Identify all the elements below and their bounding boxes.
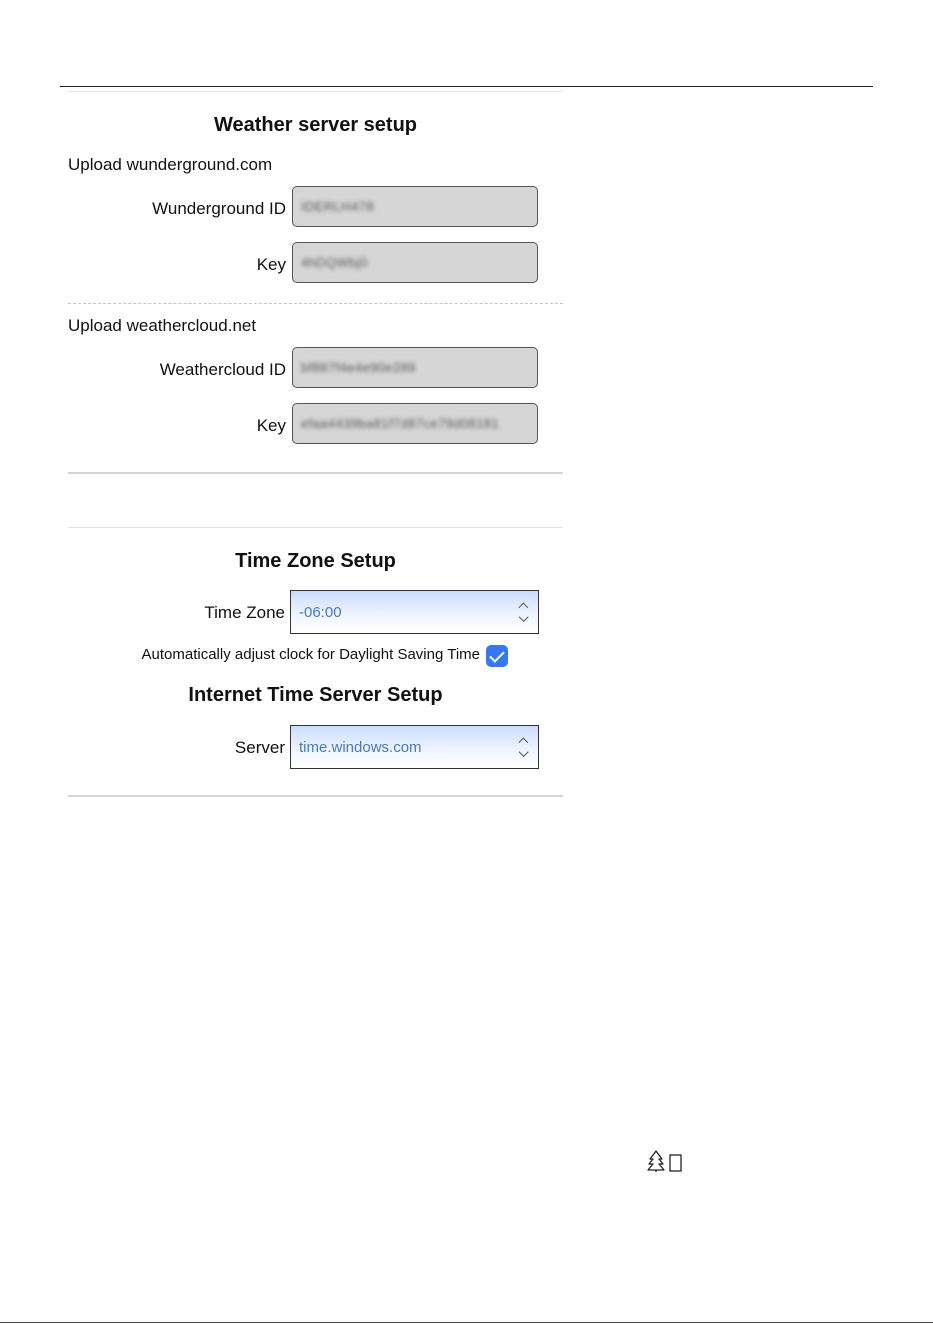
page-header-rule: [60, 86, 873, 87]
tree-recycle-icon: [646, 1149, 686, 1173]
time-server-value: time.windows.com: [299, 738, 422, 756]
time-zone-select[interactable]: [290, 590, 539, 634]
weathercloud-key-label: Key: [256, 416, 286, 435]
wunderground-id-value: IDERLH478: [301, 199, 374, 214]
weathercloud-id-input[interactable]: [292, 347, 538, 388]
wunderground-id-input[interactable]: [292, 186, 538, 227]
weather-server-setup-heading: Weather server setup: [213, 114, 418, 136]
wunderground-key-input[interactable]: [292, 242, 538, 283]
time-server-select[interactable]: [290, 725, 539, 769]
upload-weathercloud-label: Upload weathercloud.net: [68, 316, 257, 335]
wunderground-key-value: 4hDQWbj0: [301, 255, 368, 270]
weather-section-bottom-divider: [68, 472, 563, 474]
time-zone-setup-heading: Time Zone Setup: [235, 550, 396, 572]
weathercloud-id-value: bf887f4e4e90e289: [301, 360, 416, 375]
timezone-section-top-divider: [68, 527, 563, 528]
server-label: Server: [234, 738, 285, 757]
page-footer-rule: [0, 1322, 933, 1323]
time-zone-label: Time Zone: [204, 603, 285, 622]
weathercloud-key-value: efaa4439ba81f7d87ce79d08181: [301, 416, 500, 431]
dst-auto-adjust-checkbox[interactable]: [486, 645, 508, 667]
time-zone-value: -06:00: [299, 603, 342, 621]
upload-wunderground-label: Upload wunderground.com: [68, 155, 273, 174]
weathercloud-id-label: Weathercloud ID: [159, 360, 286, 379]
chevron-up-down-icon: [518, 736, 528, 758]
section-divider-dashed: [68, 303, 563, 304]
panel-top-divider: [68, 91, 563, 92]
checkmark-icon: [489, 647, 505, 663]
chevron-up-down-icon: [518, 601, 528, 623]
wunderground-id-label: Wunderground ID: [152, 199, 286, 218]
time-section-bottom-divider: [68, 795, 563, 797]
internet-time-server-setup-heading: Internet Time Server Setup: [188, 684, 443, 706]
wunderground-key-label: Key: [256, 255, 286, 274]
dst-auto-adjust-label: Automatically adjust clock for Daylight Saving Time: [141, 646, 480, 663]
weathercloud-key-input[interactable]: [292, 403, 538, 444]
